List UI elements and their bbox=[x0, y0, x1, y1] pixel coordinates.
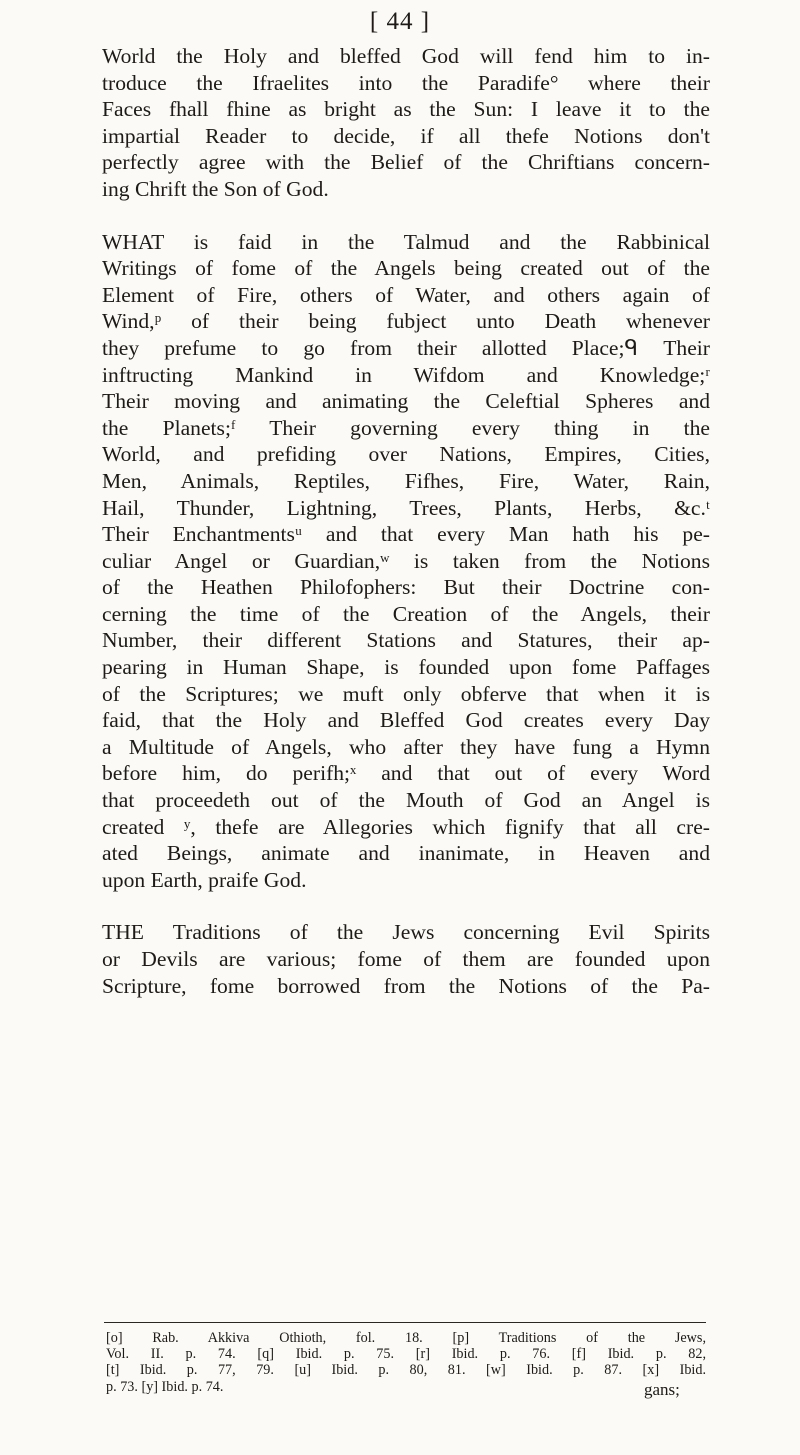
paragraph-gap bbox=[102, 893, 710, 919]
text-line: of the Heathen Philofophers: But their Doctrine con- bbox=[102, 575, 710, 600]
text-line: pearing in Human Shape, is founded upon fome Paffages bbox=[102, 655, 710, 680]
text-line: Hail, Thunder, Lightning, Trees, Plants, Herbs, &c.ᵗ bbox=[102, 495, 710, 520]
text-line: Element of Fire, others of Water, and others again of bbox=[102, 282, 710, 307]
text-line: Faces fhall fhine as bright as the Sun: I leave it to the bbox=[102, 97, 710, 122]
text-line: cerning the time of the Creation of the Angels, their bbox=[102, 601, 710, 626]
body-text bbox=[102, 43, 710, 999]
text-line: before him, do perifh;ˣ and that out of every Word bbox=[102, 761, 710, 786]
text-line: Men, Animals, Reptiles, Fifhes, Fire, Water, Rain, bbox=[102, 468, 710, 493]
text-line: impartial Reader to decide, if all thefe Notions don't bbox=[102, 123, 710, 148]
text-line: or Devils are various; fome of them are founded upon bbox=[102, 947, 710, 971]
text-line: WHAT is faid in the Talmud and the Rabbinical bbox=[102, 229, 710, 254]
text-line: ing Chrift the Son of God. bbox=[102, 176, 329, 201]
text-line: troduce the Ifraelites into the Paradife° where their bbox=[102, 70, 710, 95]
footnote-divider bbox=[104, 1322, 706, 1323]
text-line: culiar Angel or Guardian,ʷ is taken from the Notions bbox=[102, 548, 710, 573]
paragraph-gap bbox=[102, 203, 710, 229]
footnote-line: [t] Ibid. p. 77, 79. [u] Ibid. p. 80, 81. [w] Ibid. p. 87. [x] Ibid. bbox=[106, 1362, 706, 1379]
text-line: they prefume to go from their allotted Place;ᑫ Their bbox=[102, 335, 710, 360]
paragraph-2 bbox=[102, 229, 710, 894]
footnotes bbox=[106, 1330, 706, 1395]
page-number: [ 44 ] bbox=[369, 8, 431, 35]
text-line: upon Earth, praife God. bbox=[102, 867, 307, 892]
text-line: a Multitude of Angels, who after they have fung a Hymn bbox=[102, 734, 710, 759]
text-line: Their Enchantmentsᵘ and that every Man hath his pe- bbox=[102, 522, 710, 547]
text-line: Number, their different Stations and Statures, their ap- bbox=[102, 628, 710, 653]
text-line: inftructing Mankind in Wifdom and Knowledge;ʳ bbox=[102, 362, 710, 387]
text-line: created ʸ, thefe are Allegories which fignify that all cre- bbox=[102, 814, 710, 839]
footnote-line: Vol. II. p. 74. [q] Ibid. p. 75. [r] Ibid. p. 76. [f] Ibid. p. 82, bbox=[106, 1346, 706, 1363]
text-line: the Planets;ᶠ Their governing every thing in the bbox=[102, 415, 710, 440]
text-line: World the Holy and bleffed God will fend him to in- bbox=[102, 44, 710, 68]
text-line: Their moving and animating the Celeftial Spheres and bbox=[102, 389, 710, 414]
text-line: Writings of fome of the Angels being created out of the bbox=[102, 256, 710, 281]
text-line: that proceedeth out of the Mouth of God an Angel is bbox=[102, 788, 710, 813]
text-line: Wind,ᵖ of their being fubject unto Death whenever bbox=[102, 309, 710, 334]
text-line: ated Beings, animate and inanimate, in Heaven and bbox=[102, 841, 710, 866]
paragraph-1 bbox=[102, 43, 710, 203]
footnote-line: p. 73. [y] Ibid. p. 74. bbox=[106, 1378, 224, 1395]
text-line: of the Scriptures; we muft only obferve that when it is bbox=[102, 681, 710, 706]
paragraph-3 bbox=[102, 919, 710, 999]
catchword: gans; bbox=[644, 1380, 680, 1399]
text-line: THE Traditions of the Jews concerning Evil Spirits bbox=[102, 920, 710, 945]
text-line: Scripture, fome borrowed from the Notions of the Pa- bbox=[102, 973, 710, 998]
text-line: World, and prefiding over Nations, Empires, Cities, bbox=[102, 442, 710, 467]
text-line: perfectly agree with the Belief of the Chriftians concern- bbox=[102, 150, 710, 175]
footnote-line: [o] Rab. Akkiva Othioth, fol. 18. [p] Traditions of the Jews, bbox=[106, 1330, 706, 1346]
text-line: faid, that the Holy and Bleffed God creates every Day bbox=[102, 708, 710, 733]
